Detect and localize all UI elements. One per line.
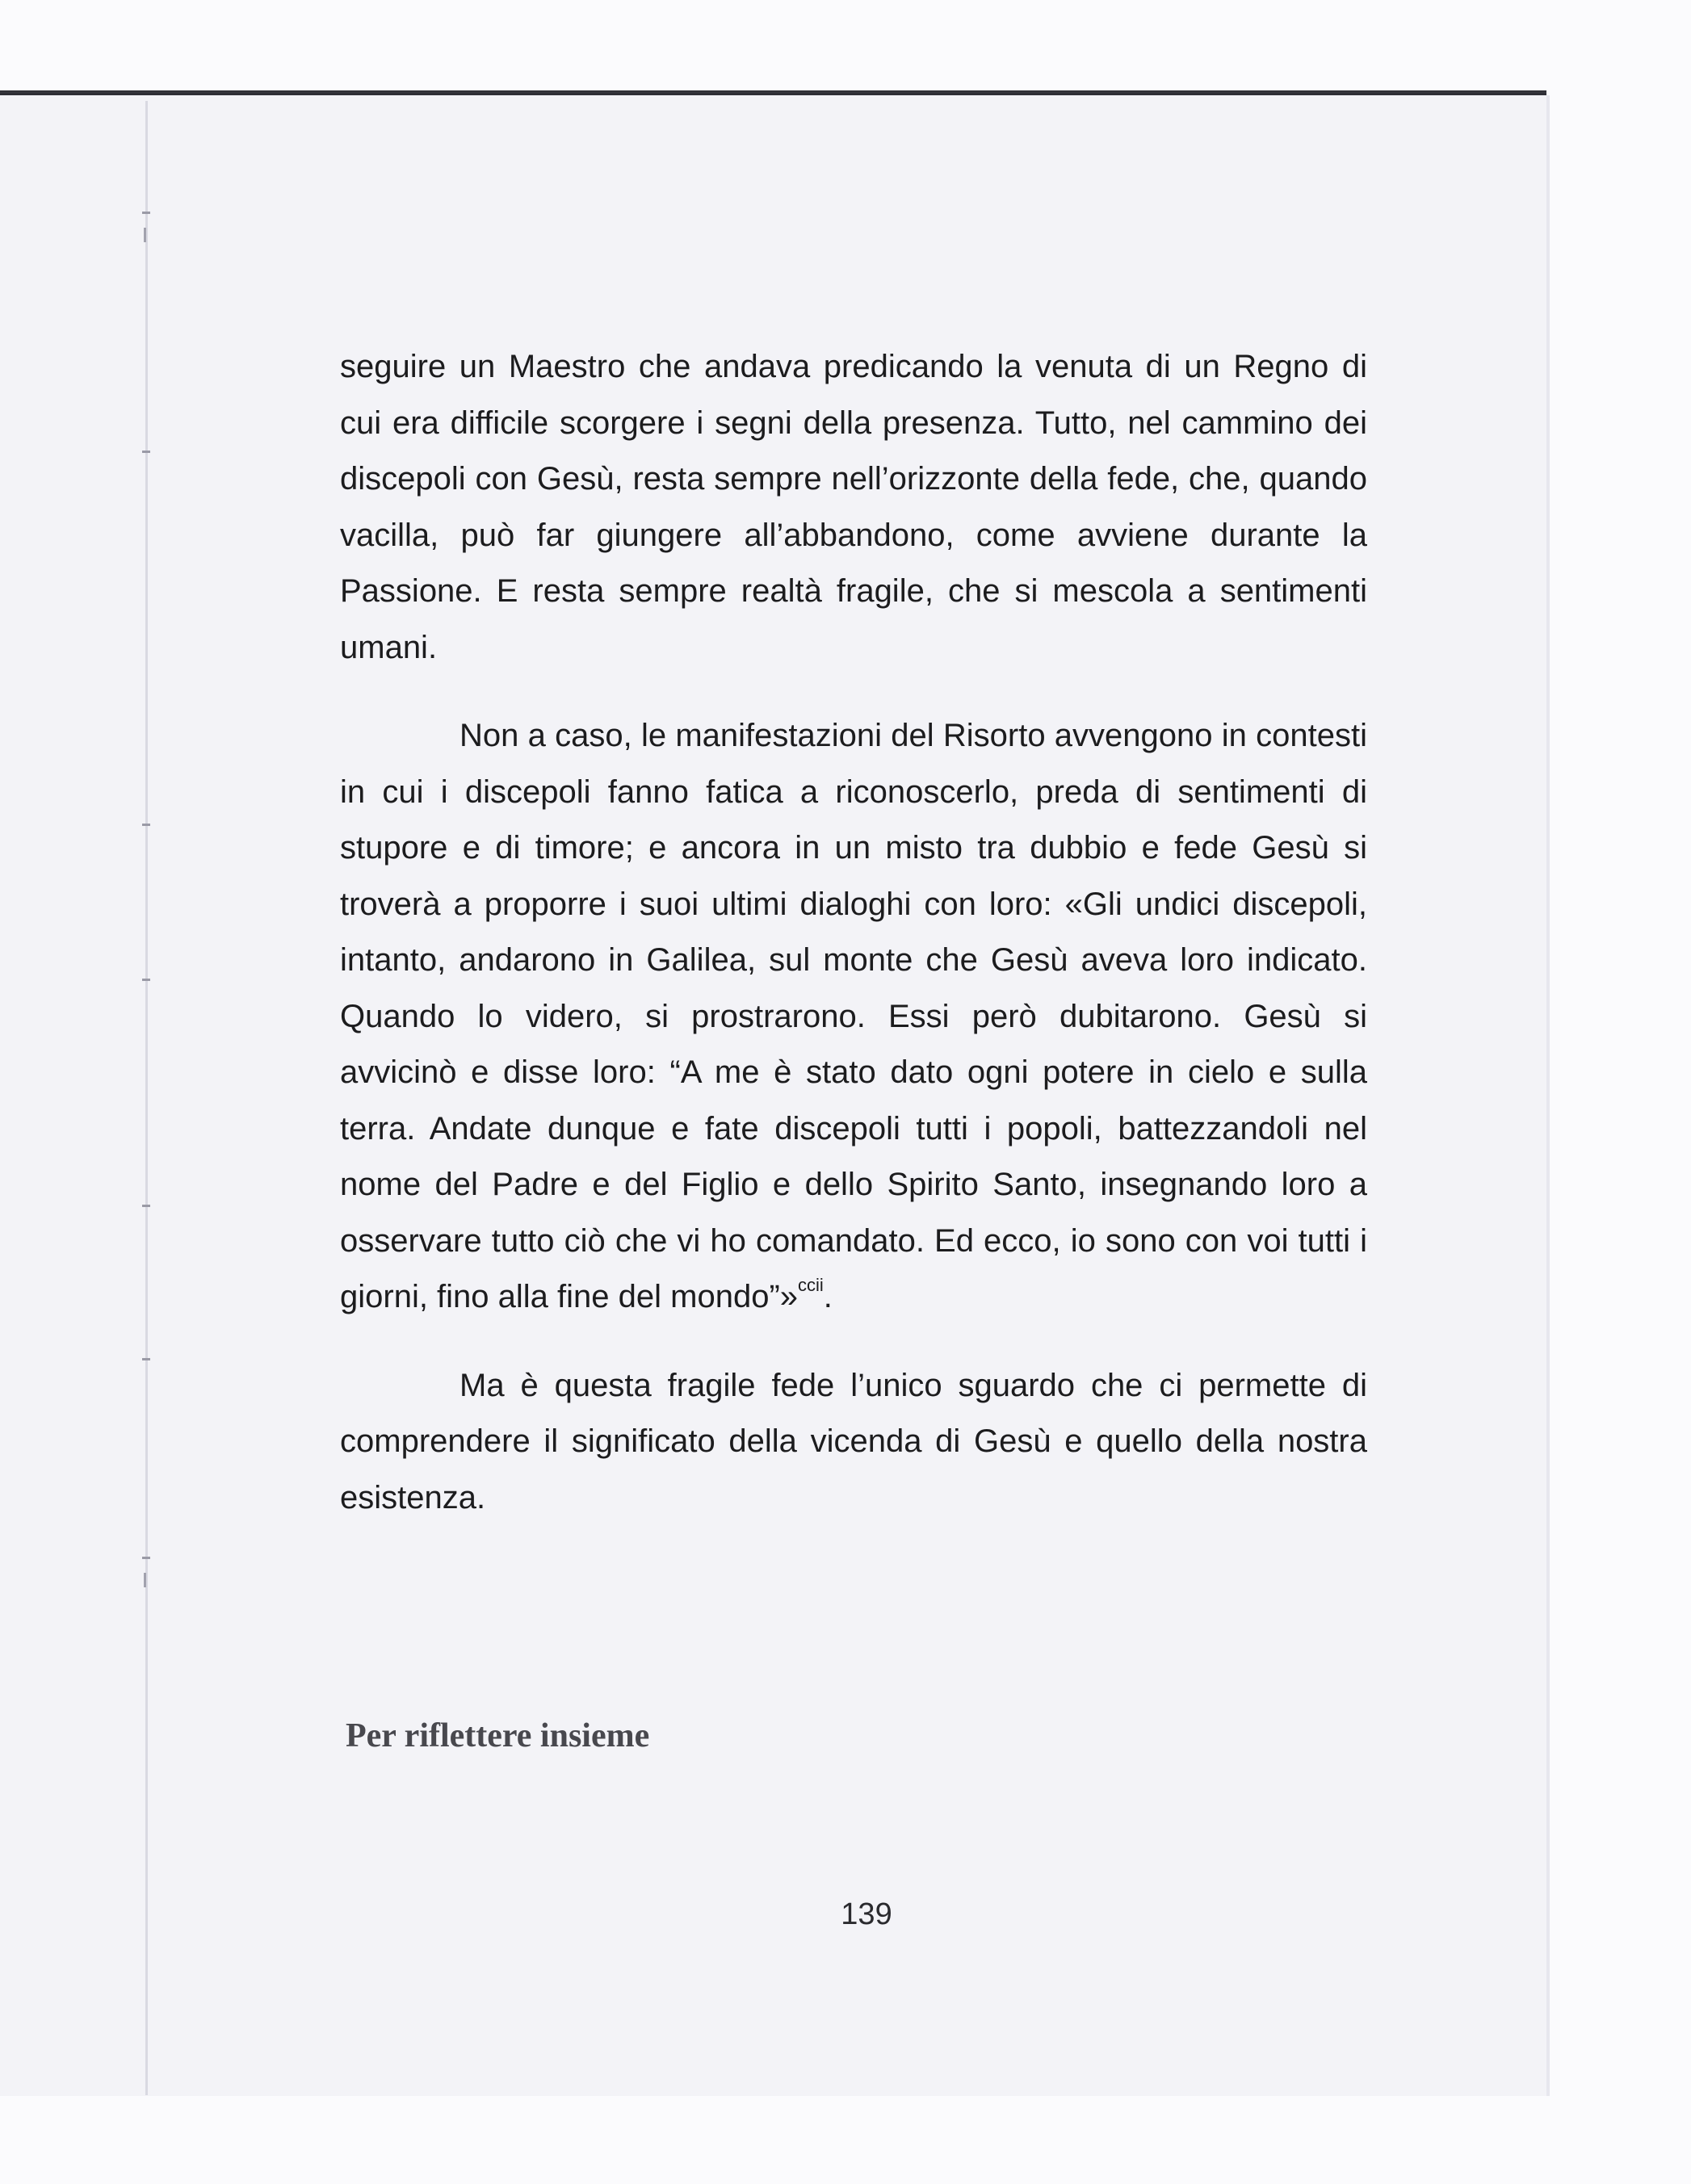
binding-stitch (142, 1358, 150, 1360)
binding-stitch (142, 212, 150, 214)
page-number-container (0, 1897, 1691, 1932)
binding-stitch (142, 451, 150, 453)
binding-stitch (144, 1573, 146, 1587)
binding-stitch (144, 228, 146, 242)
paragraph-2-text: Non a caso, le manifestazioni del Risorto avvengono in contesti in cui i discepoli fanno fatica a riconoscerlo, preda di sentimenti di stupore e di timore; e ancora in un misto tra dubbio e fede Gesù si troverà a proporre i suoi ultimi dialoghi con loro: «Gli undici discepoli, intanto, andarono in Galilea, sul monte che Gesù aveva loro indicato. Quando lo videro, si prostrarono. Essi però dubitarono. Gesù si avvicinò e disse loro: “A me è stato dato ogni potere in cielo e sulla terra. Andate dunque e fate discepoli tutti i popoli, battezzandoli nel nome del Padre e del Figlio e dello Spirito Santo, insegnando loro a osservare tutto ciò che vi ho comandato. Ed ecco, io sono con voi tutti i giorni, fino alla fine del mondo”» (340, 718, 1367, 1314)
binding-stitch (142, 979, 150, 981)
footnote-reference[interactable]: ccii (798, 1275, 824, 1296)
paragraph-3: Ma è questa fragile fede l’unico sguardo che ci permette di comprendere il significato della vicenda di Gesù e quello della nostra esistenza. (340, 1367, 1367, 1515)
binding-stitch (142, 824, 150, 826)
paragraph-2 (340, 708, 1367, 1326)
binding-stitch (142, 1557, 150, 1559)
paragraph-1: seguire un Maestro che andava predicando la venuta di un Regno di cui era difficile scorgere i segni della presenza. Tutto, nel cammino dei discepoli con Gesù, resta sempre nell’orizzonte della fede, che, quando vacilla, può far giungere all’abbandono, come avviene durante la Passione. E resta sempre realtà fragile, che si mescola a sentimenti umani. (340, 349, 1367, 665)
page-body (340, 339, 1367, 1526)
page-number: 139 (841, 1897, 892, 1931)
section-heading: Per riflettere insieme (346, 1717, 650, 1754)
binding-stitch (142, 1205, 150, 1207)
book-spine (145, 101, 148, 2095)
paragraph-2-tail: . (823, 1279, 833, 1314)
